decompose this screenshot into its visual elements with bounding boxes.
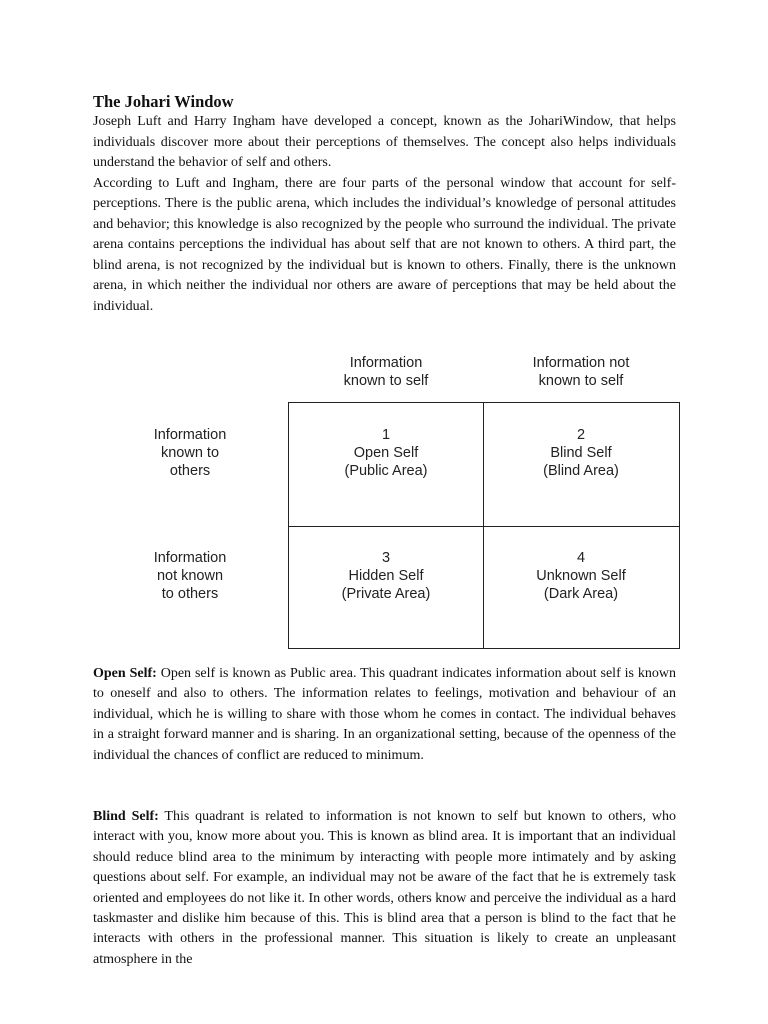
quadrant-blind-self: 2 Blind Self (Blind Area) bbox=[543, 427, 619, 479]
document-body bbox=[93, 92, 676, 317]
quadrant-unknown-self: 4 Unknown Self (Dark Area) bbox=[536, 550, 626, 602]
col-header-known-to-self: Information known to self bbox=[343, 355, 429, 389]
quadrant-hidden-self: 3 Hidden Self (Private Area) bbox=[341, 550, 431, 602]
grid-divider-horizontal bbox=[289, 526, 679, 527]
section-open-self bbox=[93, 664, 676, 766]
section-text-open-self: Open self is known as Public area. This quadrant indicates information about self is known to oneself and also to others. The information relates to feelings, motivation and behaviour of an individual, which he is willing to share with those whom he comes in contact. The individual behaves in a straight forward manner and is sharing. In an organizational setting, because of the openness of the individual the chances of conflict are reduced to minimum. bbox=[93, 666, 677, 763]
col-header-not-known-to-self: Information not known to self bbox=[532, 355, 630, 389]
quadrant-grid bbox=[288, 402, 680, 649]
row-header-known-to-others: Information known to others bbox=[153, 427, 227, 479]
section-heading-open-self: Open Self: bbox=[93, 666, 157, 681]
row-header-not-known-to-others: Information not known to others bbox=[153, 550, 227, 602]
section-blind-self bbox=[93, 807, 676, 970]
section-heading-blind-self: Blind Self: bbox=[93, 809, 159, 824]
section-text-blind-self: This quadrant is related to information is not known to self but known to others, who interact with you, know more about you. This is known as blind area. It is important that an individual should reduce blind area to the minimum by interacting with people more intimately and by asking questions about self. For example, an individual may not be aware of the fact that he is extremely task oriented and employees do not like it. In other words, others know and perceive the individual as a hard taskmaster and dislike him because of this. This is blind area that a person is blind to the fact that he interacts with others in the professional manner. This situation is likely to create an unpleasant atmosphere in the bbox=[93, 809, 676, 967]
quadrant-open-self: 1 Open Self (Public Area) bbox=[344, 427, 428, 479]
page-title: The Johari Window bbox=[93, 92, 234, 111]
intro-paragraph-1: Joseph Luft and Harry Ingham have developed a concept, known as the JohariWindow, that helps individuals discover more about their perceptions of themselves. The concept also helps individuals understand the behavior of self and others. bbox=[93, 114, 676, 170]
intro-paragraph-2: According to Luft and Ingham, there are four parts of the personal window that account for self-perceptions. There is the public arena, which includes the individual’s knowledge of personal attitudes and behavior; this knowledge is also recognized by the people who surround the individual. The private arena contains perceptions the individual has about self that are not known to others. A third part, the blind arena, is not recognized by the individual but is known to others. Finally, there is the unknown arena, in which neither the individual nor others are aware of perceptions that may be held about the individual. bbox=[93, 175, 676, 314]
